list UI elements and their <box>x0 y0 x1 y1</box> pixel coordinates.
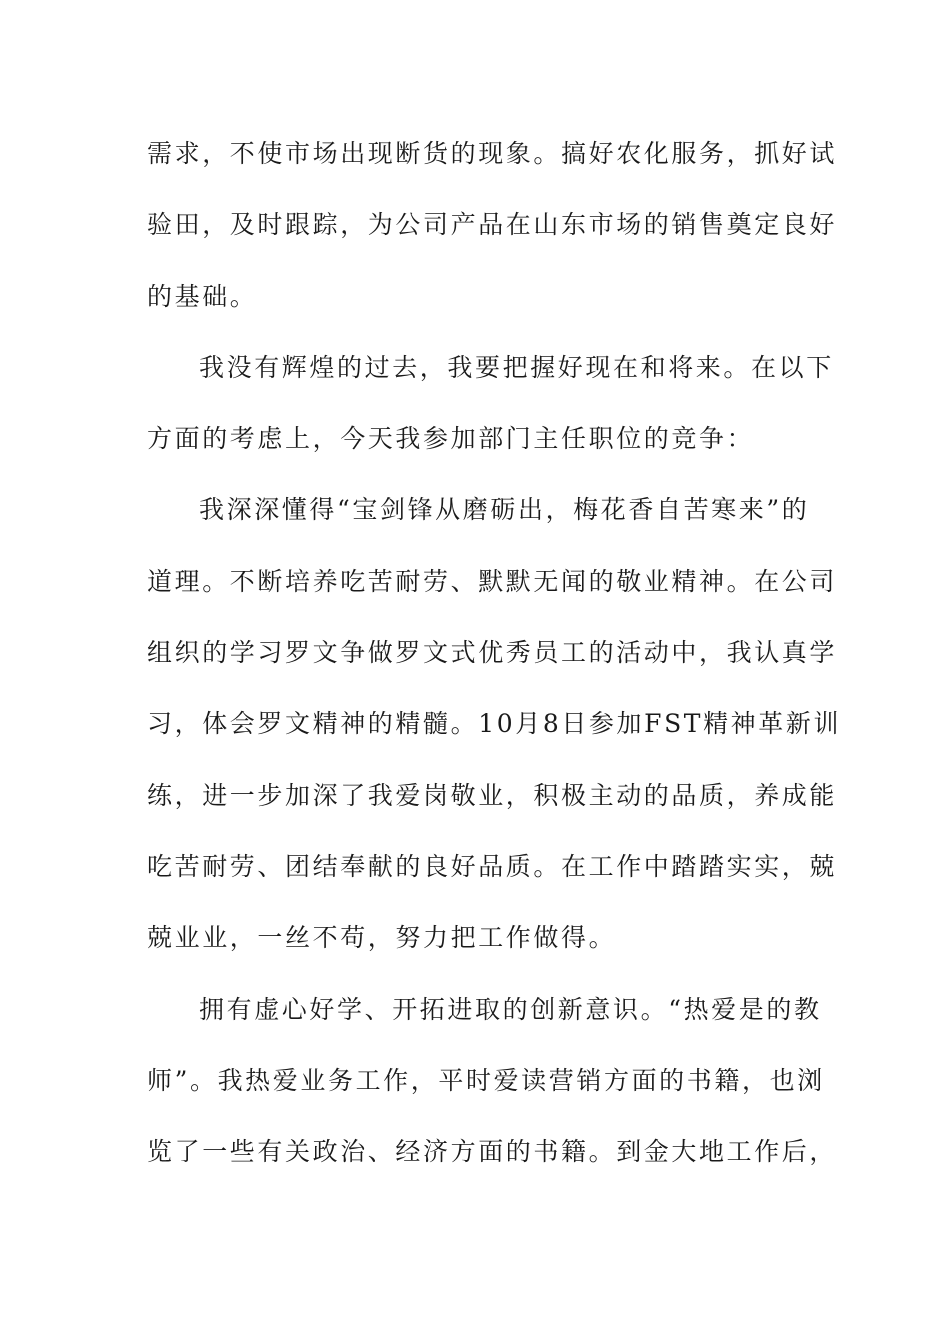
text-line: 验田，及时跟踪，为公司产品在山东市场的销售奠定良好 <box>147 210 838 240</box>
text-line: 师”。我热爱业务工作，平时爱读营销方面的书籍，也浏 <box>147 1065 825 1095</box>
document-body <box>147 131 842 1200</box>
text-line: 道理。不断培养吃苦耐劳、默默无闻的敬业精神。在公司 <box>147 566 838 596</box>
text-line: 需求，不使市场出现断货的现象。搞好农化服务，抓好试 <box>147 139 838 168</box>
paragraph-first-line: 我没有辉煌的过去，我要把握好现在和将来。在以下 <box>199 352 834 382</box>
paragraph-first-line: 拥有虚心好学、开拓进取的创新意识。“热爱是的教 <box>199 994 822 1024</box>
text-line: 练，进一步加深了我爱岗敬业，积极主动的品质，养成能 <box>147 780 838 810</box>
text-line: 组织的学习罗文争做罗文式优秀员工的活动中，我认真学 <box>147 638 838 668</box>
text-line: 览了一些有关政治、经济方面的书籍。到金大地工作后， <box>147 1137 838 1167</box>
text-line: 吃苦耐劳、团结奉献的良好品质。在工作中踏踏实实，兢 <box>147 851 838 881</box>
text-line: 习，体会罗文精神的精髓。10月8日参加FST精神革新训 <box>147 709 842 739</box>
text-line: 的基础。 <box>147 281 258 311</box>
text-line: 方面的考虑上，今天我参加部门主任职位的竞争： <box>147 424 755 454</box>
paragraph-first-line: 我深深懂得“宝剑锋从磨砺出，梅花香自苦寒来”的 <box>199 495 810 525</box>
text-line: 兢业业，一丝不苟，努力把工作做得。 <box>147 923 617 953</box>
